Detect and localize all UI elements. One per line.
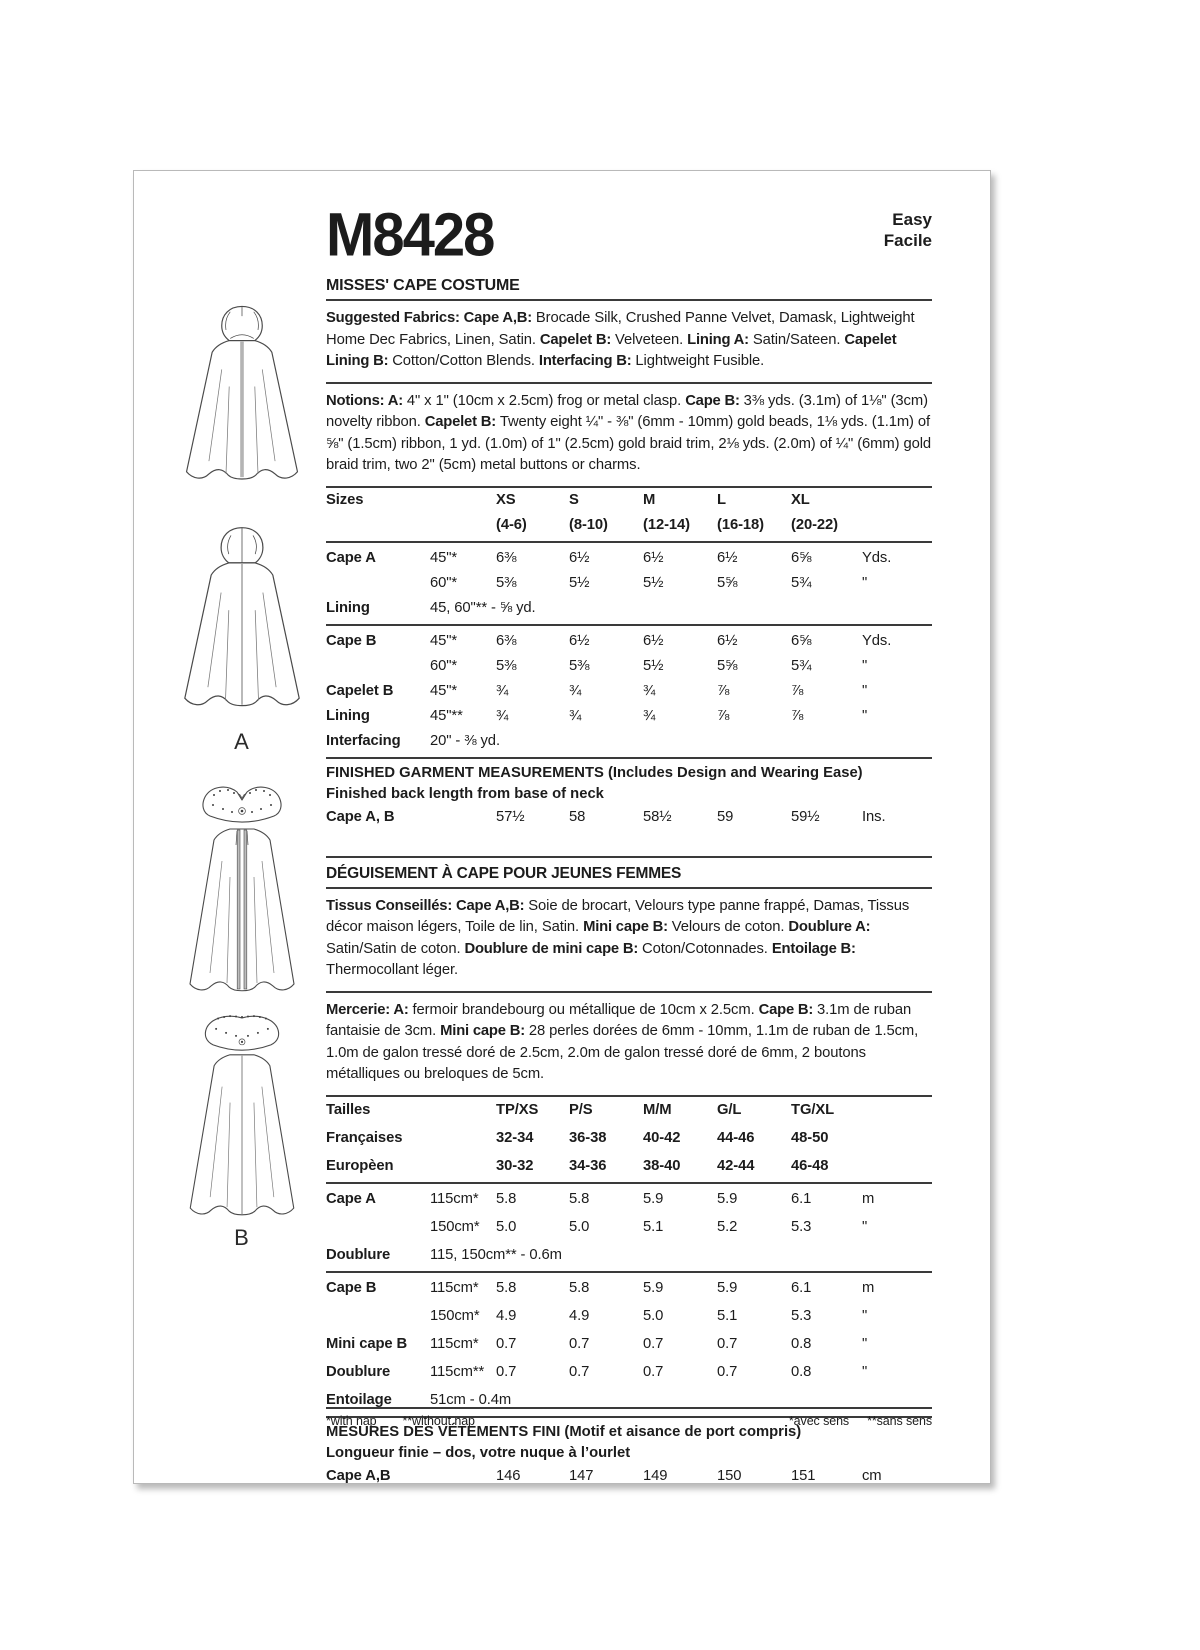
table-cell: 60"* xyxy=(430,657,458,674)
row-label xyxy=(326,654,430,679)
table-row xyxy=(326,513,932,542)
table-cell: 5¾ xyxy=(791,657,812,674)
table-cell: XS xyxy=(496,491,516,508)
footnote-avec-sens: *avec sens xyxy=(788,1414,850,1428)
table-cell: ¾ xyxy=(569,682,582,699)
table-cell: 115cm* xyxy=(430,1336,479,1352)
cape-b-front-illustration xyxy=(172,781,312,999)
row-label: Cape B xyxy=(326,632,377,649)
table-cell: 0.7 xyxy=(569,1364,590,1380)
cape-a-front-illustration xyxy=(178,289,306,501)
row-label: Cape A xyxy=(326,549,376,566)
table-cell xyxy=(430,513,496,542)
table-cell xyxy=(862,1125,932,1153)
english-title: MISSES' CAPE COSTUME xyxy=(326,277,932,301)
table-cell: 5⅜ xyxy=(569,657,590,674)
table-cell: 147 xyxy=(569,1468,594,1484)
table-cell: 5.2 xyxy=(717,1219,738,1235)
table-cell: 0.7 xyxy=(569,1336,590,1352)
table-cell: 45"** xyxy=(430,707,463,724)
table-cell: 0.8 xyxy=(791,1364,812,1380)
french-yardage-table xyxy=(326,1095,932,1419)
table-cell: 5.0 xyxy=(643,1308,664,1324)
table-cell xyxy=(430,1464,496,1489)
table-cell: ¾ xyxy=(496,682,509,699)
table-cell xyxy=(430,1096,496,1125)
table-row xyxy=(326,805,932,830)
french-finished-subheading: Longueur finie – dos, votre nuque à l’ourlet xyxy=(326,1445,631,1461)
table-cell: 6.1 xyxy=(791,1191,812,1207)
table-cell: 0.7 xyxy=(496,1364,517,1380)
table-cell: 32-34 xyxy=(496,1130,534,1146)
table-row xyxy=(326,1359,932,1387)
table-row xyxy=(326,487,932,513)
table-cell: " xyxy=(862,682,868,699)
pattern-envelope-back xyxy=(133,170,991,1484)
table-row xyxy=(326,596,932,625)
table-cell: 59 xyxy=(717,808,734,825)
table-cell: 5½ xyxy=(569,574,590,591)
row-label: Cape A, B xyxy=(326,808,395,825)
table-cell: 6½ xyxy=(569,549,590,566)
table-cell: 5.1 xyxy=(717,1308,738,1324)
table-cell: 45"* xyxy=(430,549,458,566)
table-cell: 5⅝ xyxy=(717,574,738,591)
finished-measurements-subheading: Finished back length from base of neck xyxy=(326,785,604,802)
table-cell: 5.8 xyxy=(496,1191,517,1207)
table-cell: " xyxy=(862,1219,868,1235)
view-a-label: A xyxy=(234,729,250,754)
row-label xyxy=(326,1214,430,1242)
table-cell: 38-40 xyxy=(643,1153,717,1184)
row-label: Entoilage xyxy=(326,1387,430,1418)
row-span-value: 45, 60"** - ⅝ yd. xyxy=(430,596,932,625)
content-column xyxy=(326,200,932,1489)
english-notions-paragraph: Notions: A: 4" x 1" (10cm x 2.5cm) frog or metal clasp. Cape B: 3⅜ yds. (3.1m) of 1⅛" (3cm) novelty ribbon. Capelet B: Twenty eight ¼" - ⅜" (6mm - 10mm) gold beads, 1⅛ yds. (1.1m) of ⅝" (1.5cm) ribbon, 1 yd. (1.0m) of 1" (2.5cm) gold braid trim, 2⅛ yds. (2.0m) of ¼" (6mm) gold braid trim, two 2" (5cm) metal buttons or charms. xyxy=(326,392,932,473)
row-label: Mini cape B xyxy=(326,1336,408,1352)
view-b-label: B xyxy=(234,1225,250,1250)
difficulty-french: Facile xyxy=(883,231,932,250)
table-cell: (4-6) xyxy=(496,513,569,542)
table-cell: 5.8 xyxy=(569,1280,590,1296)
table-cell: ⅞ xyxy=(791,707,804,724)
table-cell: 146 xyxy=(496,1468,521,1484)
table-row xyxy=(326,1183,932,1214)
row-label xyxy=(326,1303,430,1331)
table-cell: " xyxy=(862,1336,868,1352)
table-cell: 45"* xyxy=(430,632,458,649)
table-cell: G/L xyxy=(717,1102,742,1118)
table-cell: 151 xyxy=(791,1468,816,1484)
table-cell xyxy=(430,805,496,830)
table-cell: 6½ xyxy=(717,632,738,649)
table-cell xyxy=(862,1153,932,1184)
french-fabrics-paragraph: Tissus Conseillés: Cape A,B: Soie de brocart, Velours type panne frappé, Damas, Tissus décor maison légers, Toile de lin, Satin. Mini cape B: Velours de coton. Doublure A: Satin/Satin de coton. Doublure de mini cape B: Coton/Cotonnades. Entoilage B: Thermocollant léger. xyxy=(326,889,932,993)
table-cell: 150cm* xyxy=(430,1308,480,1324)
table-cell: P/S xyxy=(569,1102,593,1118)
french-notions-paragraph: Mercerie: A: fermoir brandebourg ou métallique de 10cm x 2.5cm. Cape B: 3.1m de ruban fantaisie de 3cm. Mini cape B: 28 perles dorées de 6mm - 10mm, 1.1m de ruban de 1.5cm, 1.0m de galon tressé doré de 2.5cm, 2.0m de galon tressé doré de 6mm, 2 boutons métalliques ou breloques de 5cm. xyxy=(326,1001,919,1082)
table-cell: 4.9 xyxy=(569,1308,590,1324)
table-cell xyxy=(862,487,932,513)
row-label: Europèen xyxy=(326,1153,430,1184)
row-label: Lining xyxy=(326,596,430,625)
table-cell: (16-18) xyxy=(717,513,791,542)
table-row xyxy=(326,1331,932,1359)
english-yardage-table xyxy=(326,486,932,759)
row-span-value: 20" - ⅜ yd. xyxy=(430,729,932,758)
footnotes xyxy=(326,1407,932,1428)
table-row xyxy=(326,1242,932,1273)
english-finished-table xyxy=(326,805,932,830)
table-cell: 0.7 xyxy=(717,1336,738,1352)
table-cell: 58 xyxy=(569,808,586,825)
row-label xyxy=(326,571,430,596)
table-cell: Ins. xyxy=(862,808,886,825)
table-cell: 44-46 xyxy=(717,1130,755,1146)
table-cell: 6⅜ xyxy=(496,632,517,649)
table-cell: 0.7 xyxy=(643,1336,664,1352)
table-cell: 6½ xyxy=(569,632,590,649)
table-cell: 6⅜ xyxy=(496,549,517,566)
table-cell xyxy=(430,487,496,513)
table-cell: 45"* xyxy=(430,682,458,699)
table-cell: 40-42 xyxy=(643,1130,681,1146)
table-cell: 6½ xyxy=(643,549,664,566)
table-cell: 60"* xyxy=(430,574,458,591)
table-row xyxy=(326,1303,932,1331)
row-label: Sizes xyxy=(326,491,364,508)
table-cell xyxy=(862,1096,932,1125)
table-cell: " xyxy=(862,1364,868,1380)
table-cell: 5.9 xyxy=(717,1280,738,1296)
row-label: Capelet B xyxy=(326,682,394,699)
table-cell: 115cm* xyxy=(430,1280,479,1296)
table-cell: 150 xyxy=(717,1468,742,1484)
row-span-value: 115, 150cm** - 0.6m xyxy=(430,1242,932,1273)
table-row xyxy=(326,654,932,679)
table-cell: 5½ xyxy=(643,657,664,674)
table-cell: (12-14) xyxy=(643,513,717,542)
table-cell: 57½ xyxy=(496,808,525,825)
table-cell: 115cm** xyxy=(430,1364,485,1380)
table-row xyxy=(326,542,932,571)
table-cell: 6½ xyxy=(643,632,664,649)
row-label: Françaises xyxy=(326,1130,403,1146)
english-fabrics-paragraph: Suggested Fabrics: Cape A,B: Brocade Silk, Crushed Panne Velvet, Damask, Lightweight Home Dec Fabrics, Linen, Satin. Capelet B: Velveteen. Lining A: Satin/Sateen. Capelet Lining B: Cotton/Cotton Blends. Interfacing B: Lightweight Fusible. xyxy=(326,301,932,384)
row-label: Lining xyxy=(326,707,370,724)
table-cell: M xyxy=(643,491,656,508)
table-cell: 5⅝ xyxy=(717,657,738,674)
table-cell: 149 xyxy=(643,1468,668,1484)
table-cell: S xyxy=(569,491,579,508)
difficulty-english: Easy xyxy=(892,210,932,229)
french-title: DÉGUISEMENT À CAPE POUR JEUNES FEMMES xyxy=(326,865,932,889)
table-row xyxy=(326,1153,932,1184)
table-cell: " xyxy=(862,707,868,724)
table-row xyxy=(326,1272,932,1303)
table-cell xyxy=(862,513,932,542)
table-cell: (8-10) xyxy=(569,513,643,542)
table-cell: 5.3 xyxy=(791,1219,812,1235)
table-cell: 48-50 xyxy=(791,1130,829,1146)
table-cell: 34-36 xyxy=(569,1153,643,1184)
table-row xyxy=(326,679,932,704)
table-cell: cm xyxy=(862,1468,882,1484)
table-cell: 6⅝ xyxy=(791,632,812,649)
table-cell: 0.8 xyxy=(791,1336,812,1352)
table-row xyxy=(326,1464,932,1489)
table-cell: Yds. xyxy=(862,632,892,649)
french-finished-table xyxy=(326,1464,932,1489)
header xyxy=(326,200,932,270)
table-cell: 58½ xyxy=(643,808,672,825)
table-cell: ⅞ xyxy=(791,682,804,699)
footnote-with-nap: *with nap xyxy=(326,1414,377,1428)
table-cell: 0.7 xyxy=(496,1336,517,1352)
table-cell: 46-48 xyxy=(791,1153,862,1184)
table-cell: " xyxy=(862,657,868,674)
french-finished-heading: MESURES DES VÉTEMENTS FINI (Motif et aisance de port compris) xyxy=(326,1424,802,1440)
table-cell: " xyxy=(862,1308,868,1324)
table-cell: 5½ xyxy=(643,574,664,591)
table-cell: 30-32 xyxy=(496,1153,569,1184)
row-label: Cape B xyxy=(326,1280,377,1296)
table-cell: 59½ xyxy=(791,808,820,825)
footnote-without-nap: **without nap xyxy=(402,1414,475,1428)
table-cell: 5⅜ xyxy=(496,574,517,591)
table-cell: 5.9 xyxy=(643,1280,664,1296)
table-cell: 150cm* xyxy=(430,1219,480,1235)
table-cell: 5.8 xyxy=(569,1191,590,1207)
table-cell: 5⅜ xyxy=(496,657,517,674)
row-label: Doublure xyxy=(326,1364,391,1380)
table-cell: TG/XL xyxy=(791,1102,835,1118)
difficulty-badge xyxy=(884,205,932,251)
cape-a-back-illustration xyxy=(176,511,308,727)
table-cell: (20-22) xyxy=(791,513,862,542)
table-cell: M/M xyxy=(643,1102,672,1118)
footnote-sans-sens: **sans sens xyxy=(867,1414,932,1428)
table-cell xyxy=(430,1153,496,1184)
table-cell: ¾ xyxy=(643,707,656,724)
table-cell: ¾ xyxy=(643,682,656,699)
table-cell: ¾ xyxy=(496,707,509,724)
table-cell: 4.9 xyxy=(496,1308,517,1324)
table-cell: 36-38 xyxy=(569,1130,607,1146)
garment-illustrations xyxy=(152,289,332,1251)
table-cell: 5.1 xyxy=(643,1219,664,1235)
table-cell: m xyxy=(862,1191,875,1207)
table-row xyxy=(326,1096,932,1125)
row-label xyxy=(326,513,430,542)
table-cell: ¾ xyxy=(569,707,582,724)
row-label: Cape A xyxy=(326,1191,376,1207)
table-row xyxy=(326,571,932,596)
table-row xyxy=(326,625,932,654)
row-label: Doublure xyxy=(326,1242,430,1273)
table-cell: ⅞ xyxy=(717,707,730,724)
cape-b-back-illustration xyxy=(172,1009,312,1223)
table-cell: 5¾ xyxy=(791,574,812,591)
table-cell: 115cm* xyxy=(430,1191,479,1207)
table-cell: 0.7 xyxy=(643,1364,664,1380)
table-cell: 5.9 xyxy=(643,1191,664,1207)
table-cell: 5.3 xyxy=(791,1308,812,1324)
row-span-value: 51cm - 0.4m xyxy=(430,1387,932,1418)
french-section-banner xyxy=(326,856,932,889)
table-row xyxy=(326,729,932,758)
table-cell: 5.9 xyxy=(717,1191,738,1207)
table-row xyxy=(326,704,932,729)
table-cell: 5.8 xyxy=(496,1280,517,1296)
table-cell: 5.0 xyxy=(569,1219,590,1235)
finished-measurements-heading: FINISHED GARMENT MEASUREMENTS (Includes Design and Wearing Ease) xyxy=(326,764,863,781)
table-cell: 6.1 xyxy=(791,1280,812,1296)
table-cell: " xyxy=(862,574,868,591)
pattern-number: M8428 xyxy=(326,200,494,270)
row-label: Cape A,B xyxy=(326,1468,391,1484)
table-cell: 6⅝ xyxy=(791,549,812,566)
table-cell: 42-44 xyxy=(717,1153,791,1184)
table-cell: 6½ xyxy=(717,549,738,566)
table-cell: Yds. xyxy=(862,549,892,566)
table-row xyxy=(326,1125,932,1153)
table-cell: m xyxy=(862,1280,875,1296)
row-label: Interfacing xyxy=(326,729,430,758)
table-cell: XL xyxy=(791,491,810,508)
table-row xyxy=(326,1214,932,1242)
table-cell: ⅞ xyxy=(717,682,730,699)
table-cell: TP/XS xyxy=(496,1102,539,1118)
table-cell: 0.7 xyxy=(717,1364,738,1380)
table-cell: L xyxy=(717,491,726,508)
row-label: Tailles xyxy=(326,1102,371,1118)
table-cell xyxy=(430,1125,496,1153)
table-cell: 5.0 xyxy=(496,1219,517,1235)
